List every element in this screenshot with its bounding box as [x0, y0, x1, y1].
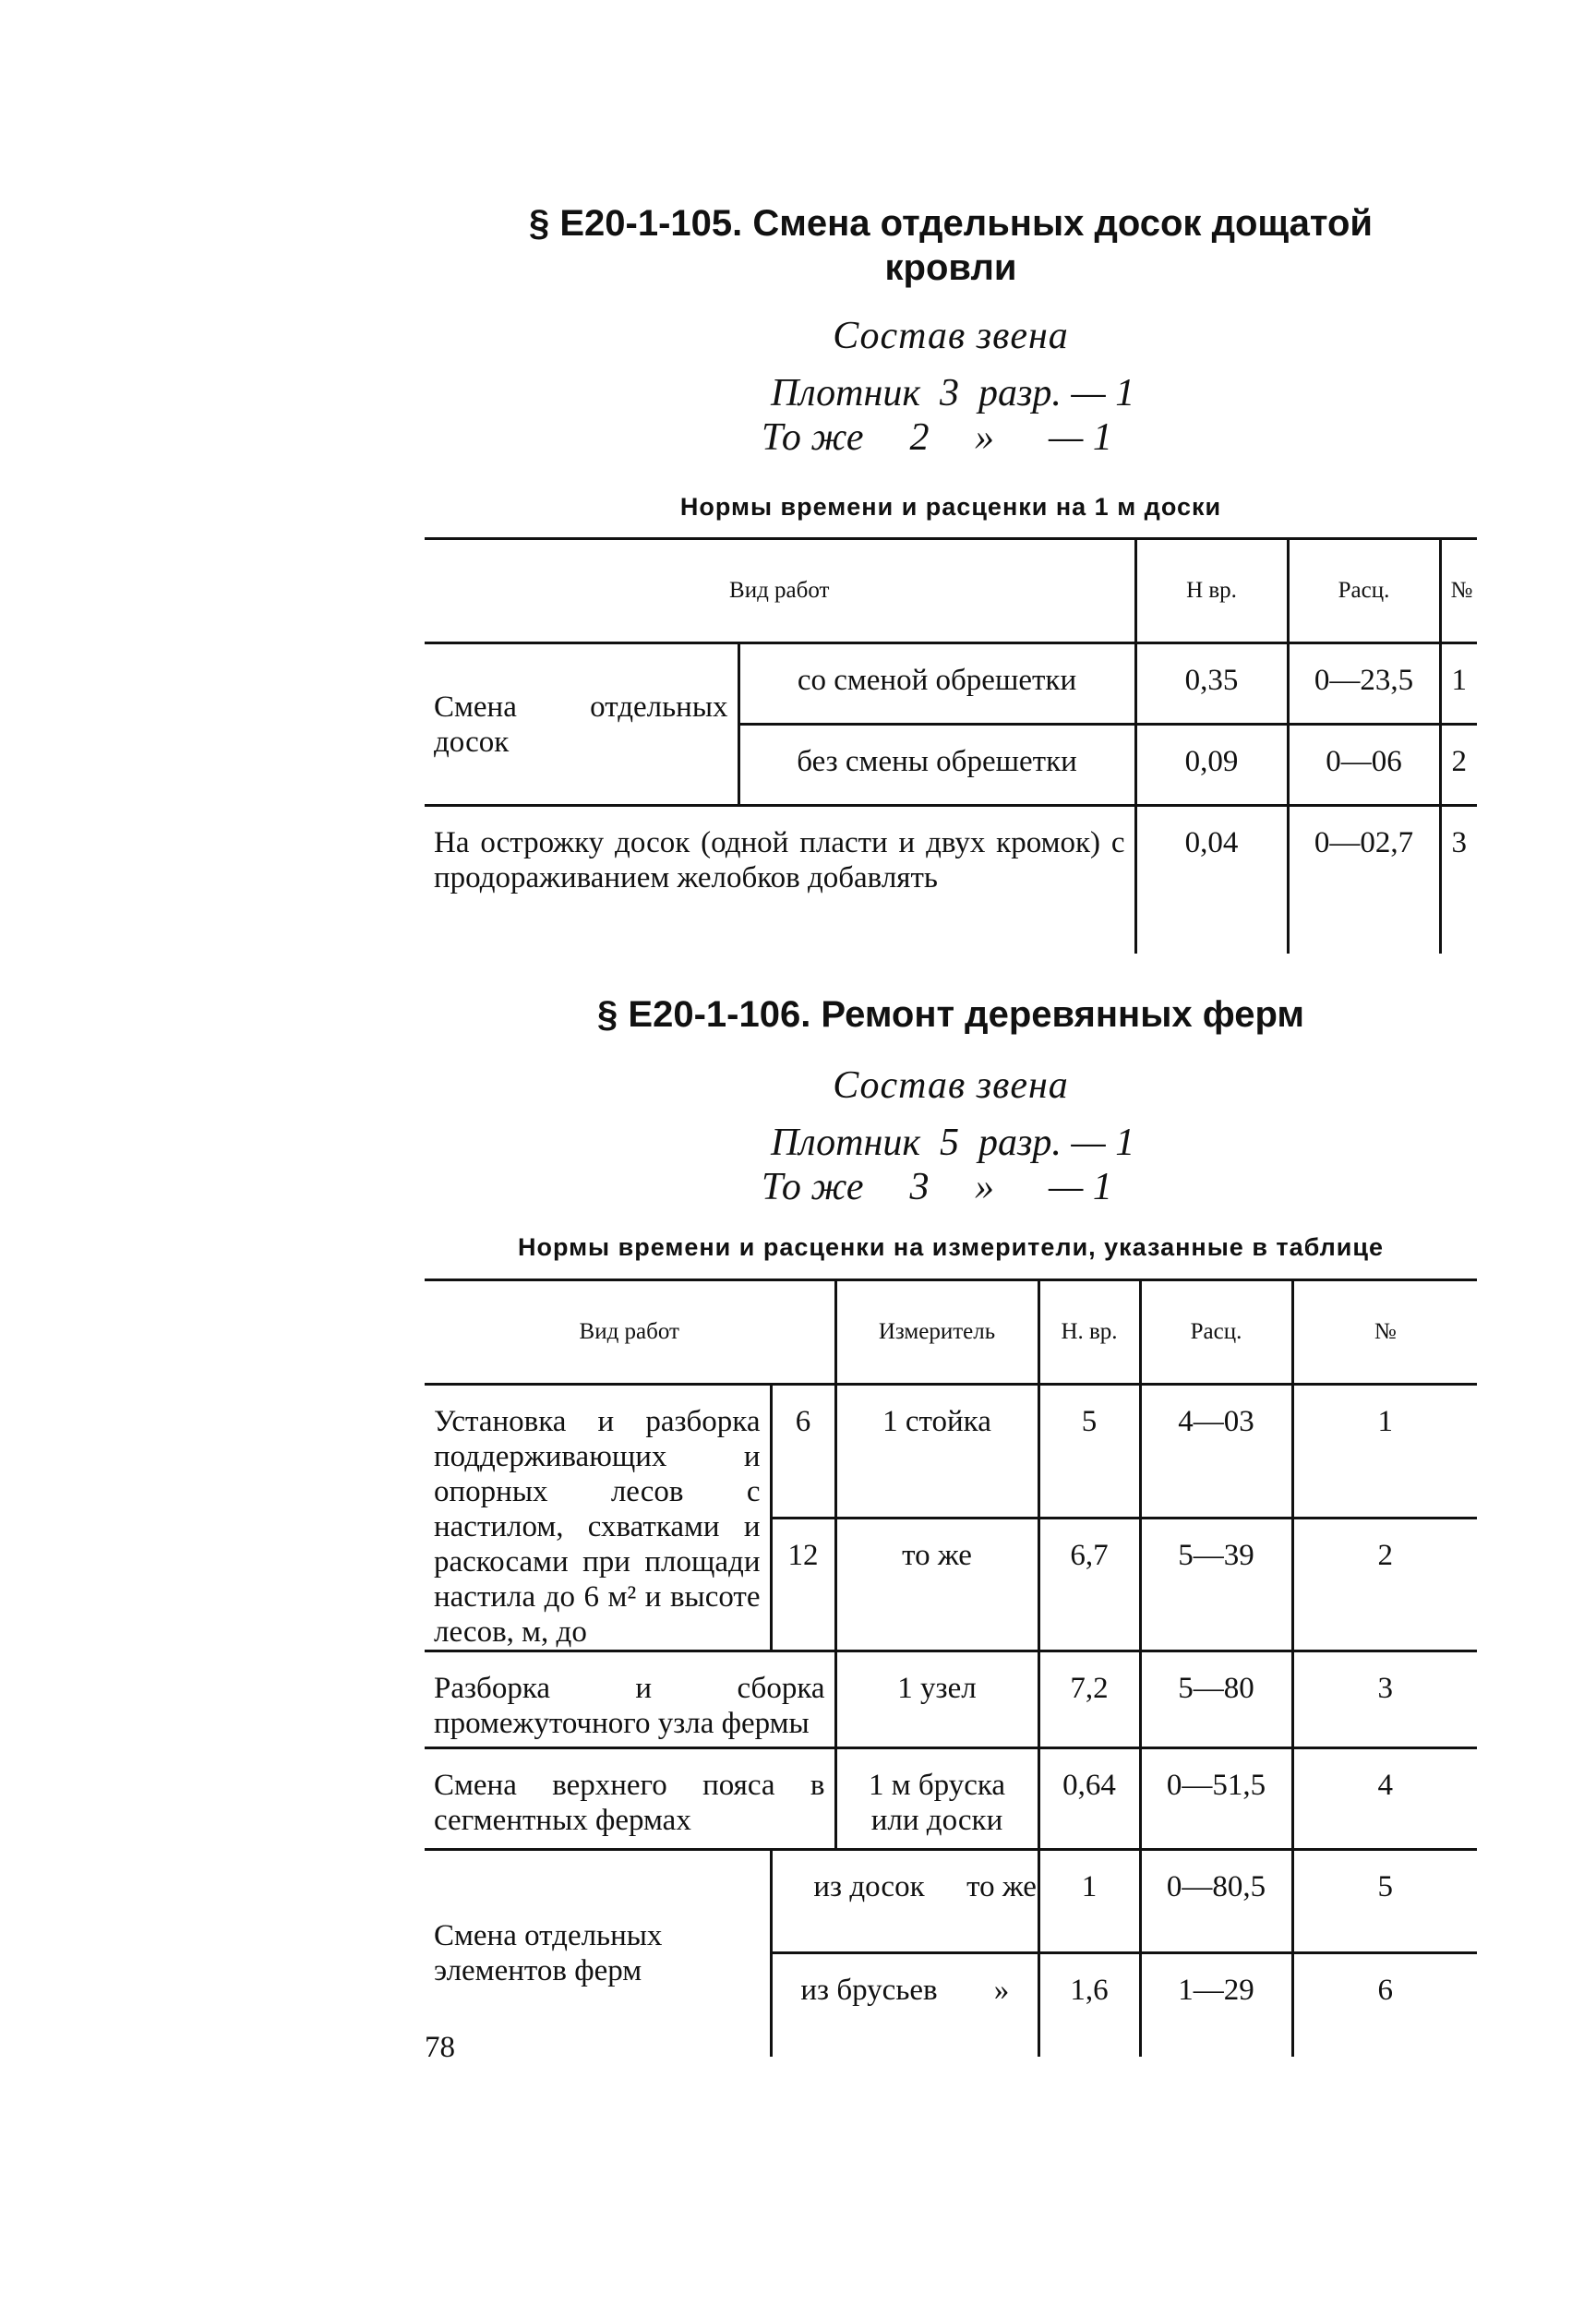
- crew-row-106-1: Плотник 5 разр. — 1: [771, 1122, 1135, 1164]
- table-row: [425, 1850, 1477, 1953]
- table-row: [425, 1651, 1477, 1748]
- work-description: На острожку досок (одной пласти и двух кромок) с продораживанием желобков добавлять: [434, 826, 1125, 894]
- crew-heading-105: Состав звена: [833, 315, 1069, 357]
- norms-table-106: [425, 1279, 1477, 2057]
- nvr-value: 0,04: [1135, 806, 1288, 954]
- meter-value: 1 м бруска или доски: [835, 1748, 1038, 1850]
- group-label: Смена отдельных досок: [425, 643, 738, 806]
- section-title-106: § Е20-1-106. Ремонт деревянных ферм: [597, 994, 1304, 1035]
- rate-value: 0—51,5: [1140, 1748, 1292, 1850]
- header-nvr: Н. вр.: [1038, 1280, 1140, 1385]
- row-number: 6: [1292, 1953, 1477, 2057]
- table-row: [425, 806, 1477, 954]
- row-number: 2: [1292, 1518, 1477, 1651]
- crew-row-105-1: Плотник 3 разр. — 1: [771, 372, 1135, 414]
- rate-value: 5—39: [1140, 1518, 1292, 1651]
- sub-label: из брусьев: [800, 1974, 938, 2007]
- nvr-value: 7,2: [1038, 1651, 1140, 1748]
- header-work: Вид работ: [425, 539, 1135, 643]
- page-number: 78: [425, 2031, 455, 2064]
- nvr-value: 0,64: [1038, 1748, 1140, 1850]
- header-nvr: Н вр.: [1135, 539, 1288, 643]
- meter-value: 1 узел: [835, 1651, 1038, 1748]
- meter-value: то же: [835, 1518, 1038, 1651]
- header-rate: Расц.: [1288, 539, 1440, 643]
- header-no: №: [1440, 539, 1477, 643]
- nvr-value: 0,09: [1135, 725, 1288, 806]
- row-number: 1: [1292, 1385, 1477, 1519]
- row-number: 2: [1440, 725, 1477, 806]
- row-number: 3: [1440, 806, 1477, 954]
- row-number: 4: [1292, 1748, 1477, 1850]
- row-number: 5: [1292, 1850, 1477, 1953]
- nvr-value: 6,7: [1038, 1518, 1140, 1651]
- rate-value: 0—06: [1288, 725, 1440, 806]
- rate-value: 1—29: [1140, 1953, 1292, 2057]
- meter-value: »: [993, 1974, 1010, 2007]
- header-meter: Измеритель: [835, 1280, 1038, 1385]
- rate-value: 0—23,5: [1288, 643, 1440, 725]
- row-number: 3: [1292, 1651, 1477, 1748]
- meter-value: то же: [966, 1870, 1037, 1903]
- crew-heading-106: Состав звена: [833, 1064, 1069, 1107]
- sub-label: без смены обрешетки: [738, 725, 1135, 806]
- row-number: 1: [1440, 643, 1477, 725]
- table-caption-105: Нормы времени и расценки на 1 м доски: [679, 493, 1222, 521]
- sub-label: со сменой обрешетки: [738, 643, 1135, 725]
- rate-value: 5—80: [1140, 1651, 1292, 1748]
- nvr-value: 0,35: [1135, 643, 1288, 725]
- meter-value: 1 стойка: [835, 1385, 1038, 1519]
- norms-table-105: [425, 537, 1477, 954]
- rate-value: 0—02,7: [1288, 806, 1440, 954]
- header-no: №: [1292, 1280, 1477, 1385]
- section-title-105: § Е20-1-105. Смена отдельных досок дощатой кровли: [529, 203, 1373, 288]
- table-caption-106: Нормы времени и расценки на измерители, указанные в таблице: [517, 1233, 1385, 1261]
- height-value: 6: [771, 1385, 835, 1519]
- group-label: Смена отдельных элементов ферм: [434, 1919, 663, 1988]
- table-row: [425, 1385, 1477, 1519]
- document-page: [425, 0, 1477, 2317]
- group-label: Установка и разборка поддерживающих и опорных лесов с настилом, схватками и раскосами при площади настила до 6 м² и высоте лесов, м, до: [425, 1385, 771, 1651]
- sub-label: из досок: [813, 1870, 925, 1903]
- work-description: Смена верхнего пояса в сегментных фермах: [425, 1748, 835, 1850]
- header-rate: Расц.: [1140, 1280, 1292, 1385]
- crew-row-106-2: То же 3 » — 1: [762, 1166, 1112, 1208]
- table-row: [425, 643, 1477, 725]
- rate-value: 4—03: [1140, 1385, 1292, 1519]
- rate-value: 0—80,5: [1140, 1850, 1292, 1953]
- table-row: [425, 1748, 1477, 1850]
- nvr-value: 1,6: [1038, 1953, 1140, 2057]
- table-header: [425, 1280, 1477, 1385]
- nvr-value: 1: [1038, 1850, 1140, 1953]
- header-work: Вид работ: [425, 1280, 835, 1385]
- nvr-value: 5: [1038, 1385, 1140, 1519]
- table-header: [425, 539, 1477, 643]
- height-value: 12: [771, 1518, 835, 1651]
- work-description: Разборка и сборка промежуточного узла фермы: [425, 1651, 835, 1748]
- crew-row-105-2: То же 2 » — 1: [762, 416, 1112, 459]
